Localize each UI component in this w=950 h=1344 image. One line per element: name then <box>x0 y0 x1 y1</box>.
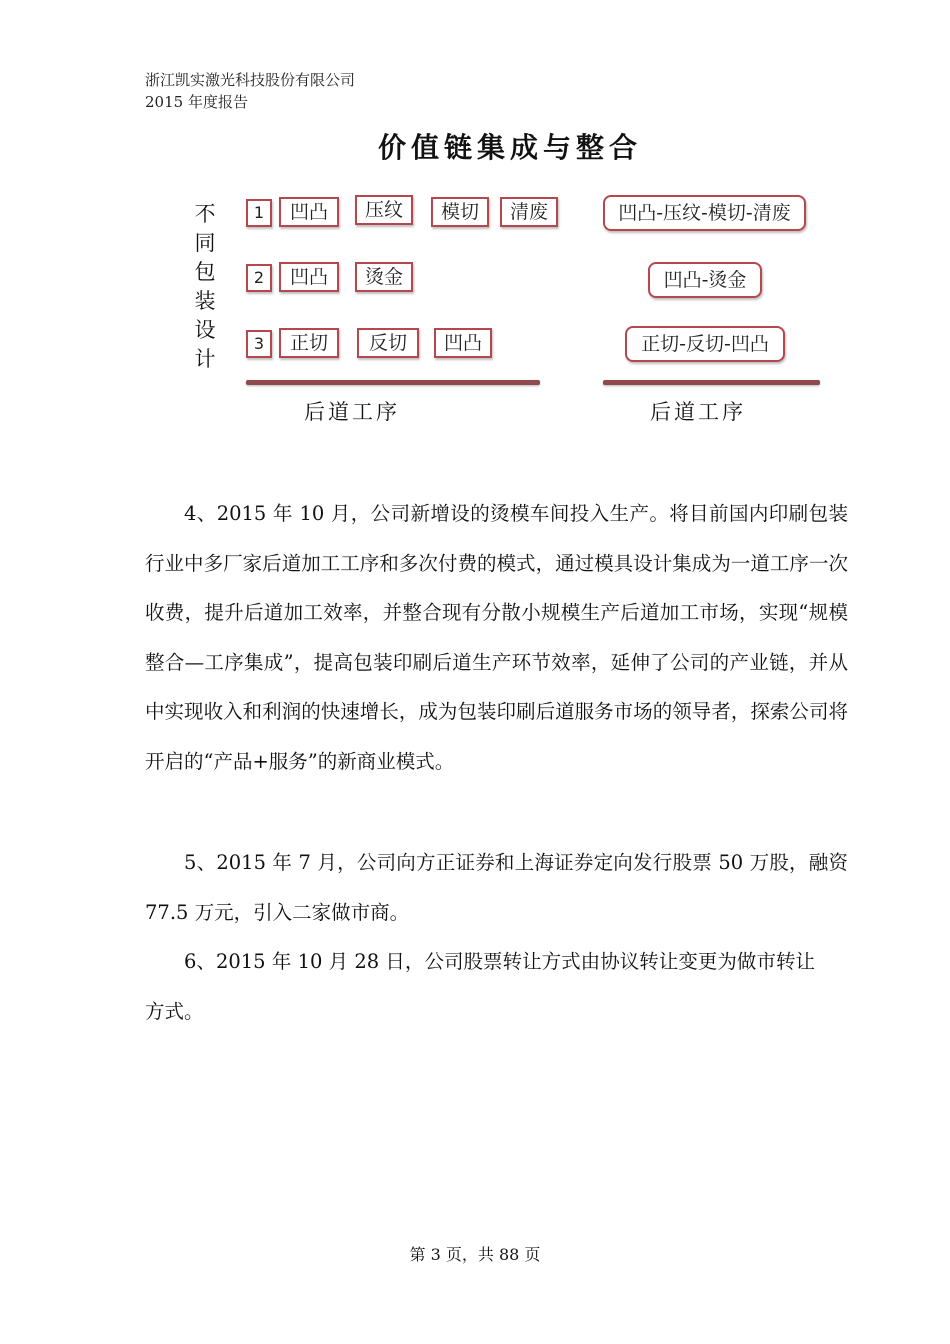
diagram-title: 价值链集成与整合 <box>377 131 642 164</box>
diagram-side-label <box>190 200 220 374</box>
row-1-step-2: 压纹 <box>355 195 413 225</box>
right-process-label: 后道工序 <box>650 400 746 424</box>
row-1-step-4: 清废 <box>500 197 558 227</box>
header-company: 浙江凯实激光科技股份有限公司 <box>145 71 356 89</box>
row-1-step-3: 模切 <box>431 197 489 227</box>
row-2-number: 2 <box>246 264 272 292</box>
paragraph-5: 5、2015 年 7 月，公司向方正证券和上海证券定向发行股票 50 万股，融资 77.5 万元，引入二家做市商。 <box>145 851 848 924</box>
row-2-step-2: 烫金 <box>355 262 413 292</box>
row-1-step-1: 凹凸 <box>279 197 339 227</box>
row-2-step-1: 凹凸 <box>279 262 339 292</box>
row-2-merged-process: 凹凸-烫金 <box>648 262 762 298</box>
side-label-char: 不 <box>194 202 216 226</box>
row-1-merged-process: 凹凸-压纹-模切-清废 <box>603 195 806 231</box>
left-process-label: 后道工序 <box>304 400 400 424</box>
header-report-year: 2015 年度报告 <box>145 93 248 111</box>
row-3-step-2: 反切 <box>357 328 419 358</box>
left-process-bar <box>246 380 540 385</box>
row-3-step-1: 正切 <box>279 328 339 358</box>
row-3-step-3: 凹凸 <box>434 328 492 358</box>
row-3-merged-process: 正切-反切-凹凸 <box>625 326 785 362</box>
side-label-char: 装 <box>194 289 216 313</box>
row-3-number: 3 <box>246 330 272 358</box>
paragraph-6: 6、2015 年 10 月 28 日，公司股票转让方式由协议转让变更为做市转让方式。 <box>145 950 815 1023</box>
side-label-char: 包 <box>194 260 216 284</box>
right-process-bar <box>603 380 820 385</box>
side-label-char: 同 <box>194 231 216 255</box>
paragraph-4: 4、2015 年 10 月，公司新增设的烫模车间投入生产。将目前国内印刷包装行业中多厂家后道加工工序和多次付费的模式，通过模具设计集成为一道工序一次收费，提升后道加工效率，并整合现有分散小规模生产后道加工市场，实现“规模整合—工序集成”，提高包装印刷后道生产环节效率，延伸了公司的产业链，并从中实现收入和利润的快速增长，成为包装印刷后道服务市场的领导者，探索公司将开启的“产品+服务”的新商业模式。 <box>145 502 848 773</box>
page-footer: 第 3 页，共 88 页 <box>409 1245 541 1264</box>
row-1-number: 1 <box>246 199 272 227</box>
side-label-char: 设 <box>194 318 216 342</box>
side-label-char: 计 <box>194 347 216 371</box>
